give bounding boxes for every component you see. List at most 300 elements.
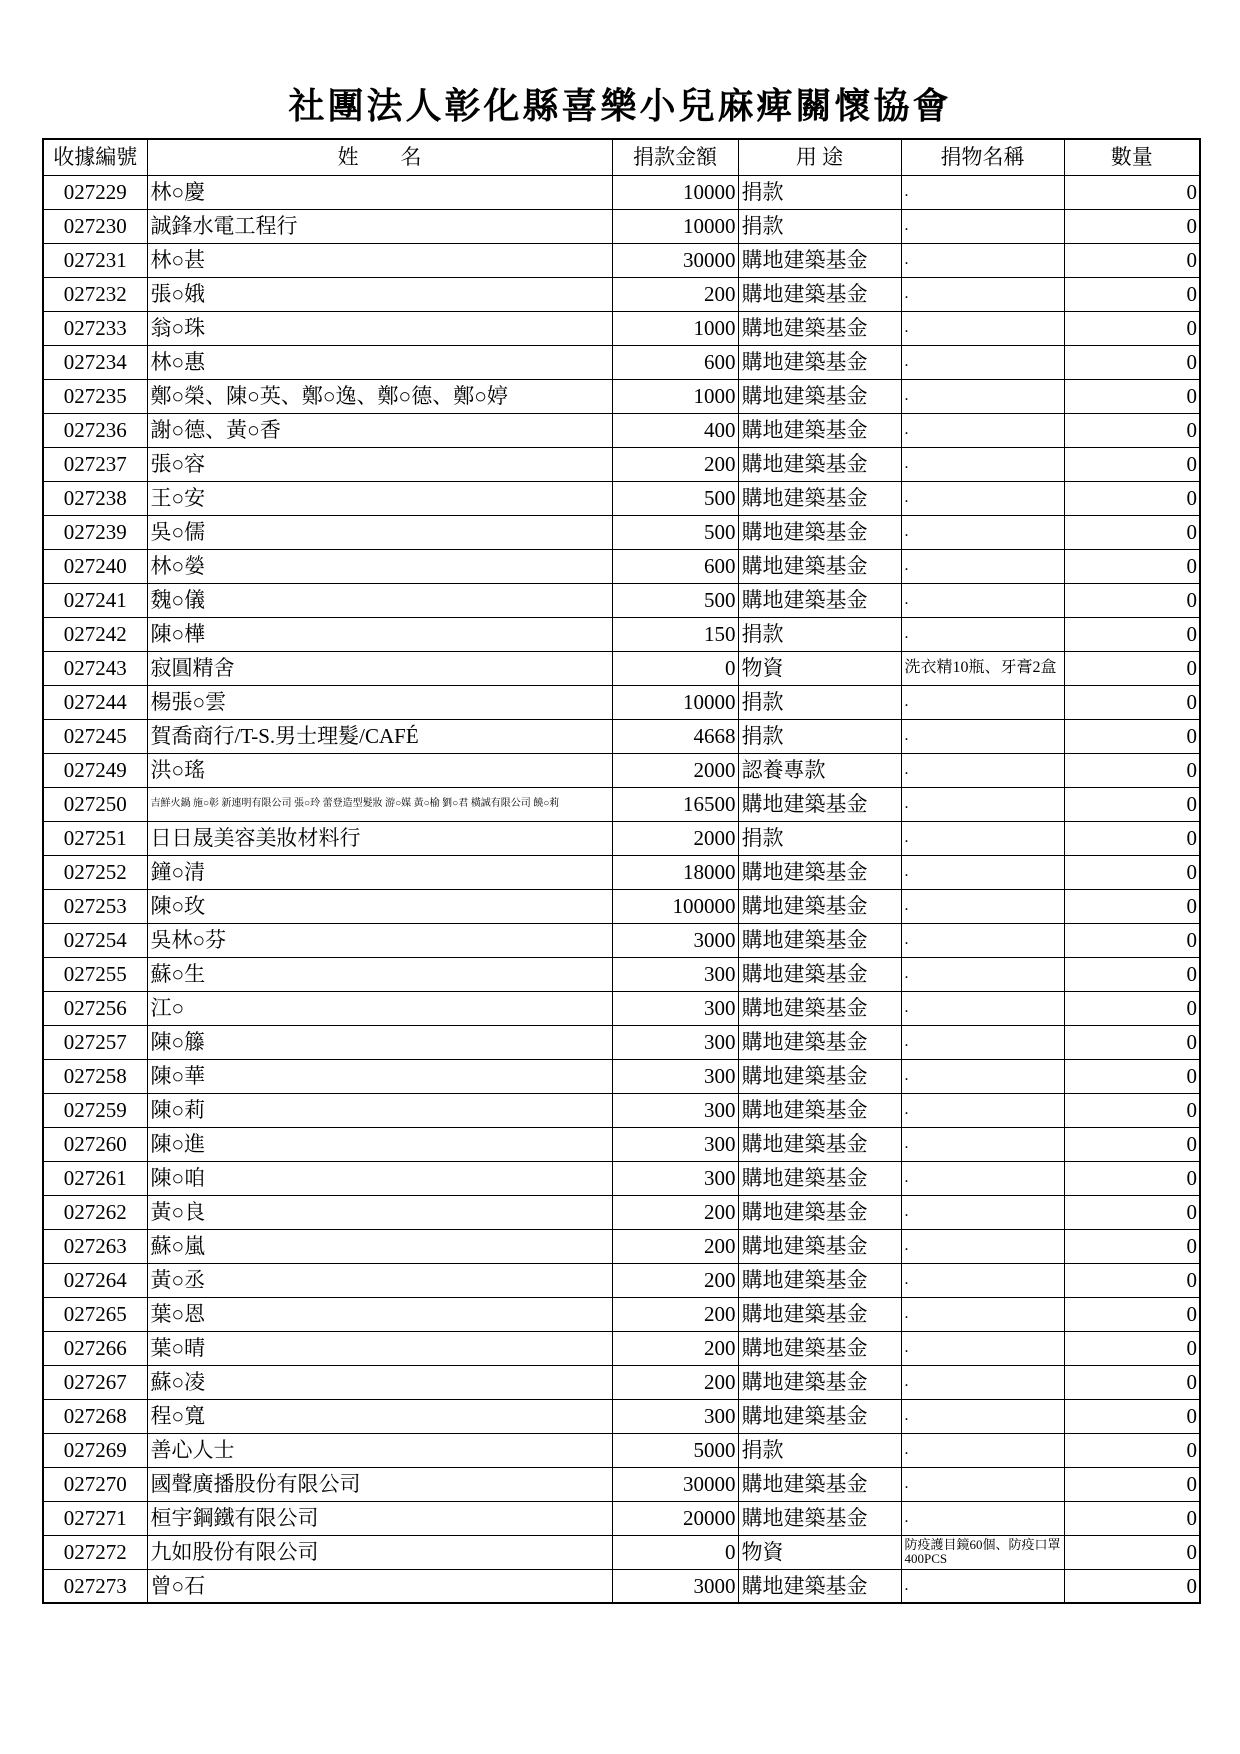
amount-cell: 200 [612,277,738,311]
quantity-cell: 0 [1064,277,1200,311]
item-cell: . [901,447,1064,481]
name-cell: 曾○石 [147,1569,612,1603]
purpose-cell: 購地建築基金 [738,277,901,311]
table-row [43,889,1200,923]
quantity-cell: 0 [1064,753,1200,787]
amount-cell: 400 [612,413,738,447]
receipt-cell: 027262 [43,1195,147,1229]
table-row [43,345,1200,379]
purpose-cell: 捐款 [738,1433,901,1467]
table-row [43,1127,1200,1161]
purpose-cell: 購地建築基金 [738,583,901,617]
purpose-cell: 購地建築基金 [738,1093,901,1127]
receipt-cell: 027251 [43,821,147,855]
amount-cell: 600 [612,345,738,379]
item-cell: . [901,1569,1064,1603]
amount-cell: 300 [612,1059,738,1093]
table-row [43,277,1200,311]
purpose-cell: 購地建築基金 [738,413,901,447]
receipt-cell: 027250 [43,787,147,821]
table-row [43,855,1200,889]
quantity-cell: 0 [1064,617,1200,651]
name-cell: 林○嫈 [147,549,612,583]
amount-cell: 1000 [612,311,738,345]
purpose-cell: 捐款 [738,209,901,243]
quantity-cell: 0 [1064,583,1200,617]
name-cell: 蘇○嵐 [147,1229,612,1263]
amount-cell: 0 [612,1535,738,1569]
quantity-cell: 0 [1064,549,1200,583]
table-row [43,1399,1200,1433]
purpose-cell: 購地建築基金 [738,1569,901,1603]
table-row [43,685,1200,719]
amount-cell: 4668 [612,719,738,753]
amount-cell: 10000 [612,685,738,719]
table-header-row [43,139,1200,175]
receipt-cell: 027261 [43,1161,147,1195]
receipt-cell: 027235 [43,379,147,413]
name-cell: 謝○德、黃○香 [147,413,612,447]
purpose-cell: 捐款 [738,719,901,753]
receipt-cell: 027252 [43,855,147,889]
item-cell: 防疫護目鏡60個、防疫口罩400PCS [901,1535,1064,1569]
item-cell: . [901,685,1064,719]
quantity-cell: 0 [1064,651,1200,685]
item-cell: . [901,515,1064,549]
name-cell: 善心人士 [147,1433,612,1467]
purpose-cell: 購地建築基金 [738,1501,901,1535]
amount-cell: 2000 [612,821,738,855]
item-cell: . [901,787,1064,821]
name-cell: 蘇○生 [147,957,612,991]
name-cell: 國聲廣播股份有限公司 [147,1467,612,1501]
receipt-cell: 027272 [43,1535,147,1569]
name-cell: 楊張○雲 [147,685,612,719]
quantity-cell: 0 [1064,1127,1200,1161]
name-cell: 吳林○芬 [147,923,612,957]
item-cell: 洗衣精10瓶、牙膏2盒 [901,651,1064,685]
name-cell: 誠鋒水電工程行 [147,209,612,243]
purpose-cell: 購地建築基金 [738,345,901,379]
purpose-cell: 購地建築基金 [738,311,901,345]
item-cell: . [901,957,1064,991]
item-cell: . [901,991,1064,1025]
quantity-cell: 0 [1064,1399,1200,1433]
quantity-cell: 0 [1064,413,1200,447]
item-cell: . [901,345,1064,379]
receipt-cell: 027245 [43,719,147,753]
amount-cell: 200 [612,1263,738,1297]
receipt-cell: 027267 [43,1365,147,1399]
receipt-cell: 027237 [43,447,147,481]
amount-cell: 300 [612,1025,738,1059]
name-cell: 張○容 [147,447,612,481]
purpose-cell: 購地建築基金 [738,1161,901,1195]
receipt-cell: 027271 [43,1501,147,1535]
table-row [43,549,1200,583]
purpose-cell: 捐款 [738,175,901,209]
item-cell: . [901,277,1064,311]
quantity-cell: 0 [1064,1093,1200,1127]
purpose-cell: 捐款 [738,617,901,651]
name-cell: 陳○玫 [147,889,612,923]
item-cell: . [901,719,1064,753]
quantity-cell: 0 [1064,515,1200,549]
receipt-cell: 027238 [43,481,147,515]
purpose-cell: 購地建築基金 [738,787,901,821]
name-cell: 桓宇鋼鐵有限公司 [147,1501,612,1535]
item-cell: . [901,1297,1064,1331]
receipt-cell: 027258 [43,1059,147,1093]
amount-cell: 0 [612,651,738,685]
receipt-cell: 027273 [43,1569,147,1603]
table-row [43,1025,1200,1059]
name-cell: 吳○儒 [147,515,612,549]
purpose-cell: 購地建築基金 [738,1467,901,1501]
name-cell: 翁○珠 [147,311,612,345]
table-row [43,1161,1200,1195]
quantity-cell: 0 [1064,1059,1200,1093]
receipt-cell: 027242 [43,617,147,651]
purpose-cell: 購地建築基金 [738,1127,901,1161]
amount-cell: 500 [612,481,738,515]
receipt-cell: 027254 [43,923,147,957]
item-cell: . [901,1127,1064,1161]
quantity-cell: 0 [1064,923,1200,957]
quantity-cell: 0 [1064,481,1200,515]
quantity-cell: 0 [1064,1569,1200,1603]
item-cell: . [901,311,1064,345]
name-cell: 鐘○清 [147,855,612,889]
quantity-cell: 0 [1064,889,1200,923]
item-cell: . [901,209,1064,243]
amount-cell: 300 [612,957,738,991]
quantity-cell: 0 [1064,685,1200,719]
table-row [43,1365,1200,1399]
purpose-cell: 物資 [738,651,901,685]
amount-cell: 3000 [612,923,738,957]
purpose-cell: 購地建築基金 [738,1331,901,1365]
name-cell: 洪○瑤 [147,753,612,787]
table-row [43,1331,1200,1365]
purpose-cell: 購地建築基金 [738,855,901,889]
amount-cell: 200 [612,1195,738,1229]
header-receipt-number: 收據編號 [43,139,147,175]
table-row [43,1501,1200,1535]
receipt-cell: 027266 [43,1331,147,1365]
purpose-cell: 購地建築基金 [738,1229,901,1263]
receipt-cell: 027231 [43,243,147,277]
quantity-cell: 0 [1064,821,1200,855]
table-row [43,311,1200,345]
item-cell: . [901,1467,1064,1501]
receipt-cell: 027263 [43,1229,147,1263]
name-cell: 蘇○凌 [147,1365,612,1399]
quantity-cell: 0 [1064,1161,1200,1195]
table-row [43,719,1200,753]
receipt-cell: 027264 [43,1263,147,1297]
table-row [43,583,1200,617]
receipt-cell: 027234 [43,345,147,379]
table-row [43,1569,1200,1603]
quantity-cell: 0 [1064,345,1200,379]
purpose-cell: 購地建築基金 [738,549,901,583]
amount-cell: 3000 [612,1569,738,1603]
table-row [43,243,1200,277]
quantity-cell: 0 [1064,855,1200,889]
name-cell: 陳○華 [147,1059,612,1093]
table-row [43,821,1200,855]
name-cell: 張○娥 [147,277,612,311]
name-cell: 江○ [147,991,612,1025]
table-row [43,447,1200,481]
receipt-cell: 027233 [43,311,147,345]
table-row [43,923,1200,957]
header-name: 姓 名 [147,139,612,175]
receipt-cell: 027243 [43,651,147,685]
item-cell: . [901,821,1064,855]
item-cell: . [901,1161,1064,1195]
amount-cell: 5000 [612,1433,738,1467]
receipt-cell: 027265 [43,1297,147,1331]
purpose-cell: 購地建築基金 [738,515,901,549]
name-cell: 日日晟美容美妝材料行 [147,821,612,855]
purpose-cell: 購地建築基金 [738,1059,901,1093]
purpose-cell: 購地建築基金 [738,1399,901,1433]
table-body [43,175,1200,1603]
name-cell: 陳○咱 [147,1161,612,1195]
table-row [43,1433,1200,1467]
header-purpose: 用 途 [738,139,901,175]
table-row [43,413,1200,447]
name-cell: 鄭○榮、陳○英、鄭○逸、鄭○德、鄭○婷 [147,379,612,413]
table-row [43,1059,1200,1093]
table-row [43,379,1200,413]
purpose-cell: 物資 [738,1535,901,1569]
item-cell: . [901,1093,1064,1127]
amount-cell: 150 [612,617,738,651]
purpose-cell: 購地建築基金 [738,481,901,515]
quantity-cell: 0 [1064,719,1200,753]
amount-cell: 30000 [612,243,738,277]
amount-cell: 200 [612,1297,738,1331]
name-cell: 魏○儀 [147,583,612,617]
quantity-cell: 0 [1064,243,1200,277]
table-row [43,617,1200,651]
purpose-cell: 購地建築基金 [738,1297,901,1331]
receipt-cell: 027249 [43,753,147,787]
item-cell: . [901,1025,1064,1059]
name-cell: 程○寬 [147,1399,612,1433]
purpose-cell: 購地建築基金 [738,379,901,413]
purpose-cell: 購地建築基金 [738,923,901,957]
item-cell: . [901,583,1064,617]
receipt-cell: 027230 [43,209,147,243]
amount-cell: 1000 [612,379,738,413]
name-cell: 寂圓精舍 [147,651,612,685]
purpose-cell: 購地建築基金 [738,243,901,277]
amount-cell: 30000 [612,1467,738,1501]
purpose-cell: 購地建築基金 [738,1025,901,1059]
amount-cell: 200 [612,1229,738,1263]
name-cell: 黃○丞 [147,1263,612,1297]
receipt-cell: 027260 [43,1127,147,1161]
name-cell: 陳○進 [147,1127,612,1161]
quantity-cell: 0 [1064,1535,1200,1569]
table-row [43,481,1200,515]
purpose-cell: 捐款 [738,685,901,719]
header-amount: 捐款金額 [612,139,738,175]
amount-cell: 600 [612,549,738,583]
receipt-cell: 027257 [43,1025,147,1059]
purpose-cell: 購地建築基金 [738,889,901,923]
name-cell: 林○甚 [147,243,612,277]
item-cell: . [901,923,1064,957]
item-cell: . [901,1195,1064,1229]
amount-cell: 2000 [612,753,738,787]
name-cell: 九如股份有限公司 [147,1535,612,1569]
name-cell: 葉○恩 [147,1297,612,1331]
quantity-cell: 0 [1064,1331,1200,1365]
purpose-cell: 購地建築基金 [738,957,901,991]
quantity-cell: 0 [1064,379,1200,413]
name-cell: 黃○良 [147,1195,612,1229]
amount-cell: 16500 [612,787,738,821]
table-row [43,209,1200,243]
table-row [43,1195,1200,1229]
item-cell: . [901,617,1064,651]
name-cell: 王○安 [147,481,612,515]
receipt-cell: 027253 [43,889,147,923]
quantity-cell: 0 [1064,311,1200,345]
table-row [43,651,1200,685]
receipt-cell: 027244 [43,685,147,719]
name-cell: 賀喬商行/T-S.男士理髮/CAFÉ [147,719,612,753]
receipt-cell: 027255 [43,957,147,991]
amount-cell: 300 [612,1399,738,1433]
amount-cell: 18000 [612,855,738,889]
amount-cell: 300 [612,1127,738,1161]
quantity-cell: 0 [1064,991,1200,1025]
receipt-cell: 027232 [43,277,147,311]
amount-cell: 500 [612,515,738,549]
receipt-cell: 027239 [43,515,147,549]
amount-cell: 300 [612,991,738,1025]
name-cell: 林○慶 [147,175,612,209]
quantity-cell: 0 [1064,787,1200,821]
purpose-cell: 購地建築基金 [738,1195,901,1229]
purpose-cell: 購地建築基金 [738,1263,901,1297]
quantity-cell: 0 [1064,1297,1200,1331]
item-cell: . [901,889,1064,923]
quantity-cell: 0 [1064,447,1200,481]
amount-cell: 200 [612,1331,738,1365]
receipt-cell: 027240 [43,549,147,583]
quantity-cell: 0 [1064,1229,1200,1263]
amount-cell: 300 [612,1161,738,1195]
item-cell: . [901,1365,1064,1399]
quantity-cell: 0 [1064,957,1200,991]
quantity-cell: 0 [1064,1365,1200,1399]
table-row [43,1093,1200,1127]
amount-cell: 20000 [612,1501,738,1535]
donation-table [42,138,1201,1604]
amount-cell: 200 [612,1365,738,1399]
purpose-cell: 認養專款 [738,753,901,787]
item-cell: . [901,1263,1064,1297]
name-cell: 葉○晴 [147,1331,612,1365]
item-cell: . [901,855,1064,889]
quantity-cell: 0 [1064,1025,1200,1059]
table-row [43,1535,1200,1569]
table-row [43,1297,1200,1331]
quantity-cell: 0 [1064,1195,1200,1229]
quantity-cell: 0 [1064,175,1200,209]
amount-cell: 10000 [612,209,738,243]
item-cell: . [901,413,1064,447]
table-row [43,753,1200,787]
purpose-cell: 捐款 [738,821,901,855]
purpose-cell: 購地建築基金 [738,991,901,1025]
item-cell: . [901,549,1064,583]
table-row [43,1229,1200,1263]
table-row [43,1467,1200,1501]
quantity-cell: 0 [1064,1433,1200,1467]
receipt-cell: 027269 [43,1433,147,1467]
name-cell: 陳○莉 [147,1093,612,1127]
item-cell: . [901,1229,1064,1263]
name-cell: 陳○籐 [147,1025,612,1059]
item-cell: . [901,753,1064,787]
item-cell: . [901,1501,1064,1535]
amount-cell: 10000 [612,175,738,209]
table-row [43,1263,1200,1297]
amount-cell: 200 [612,447,738,481]
amount-cell: 300 [612,1093,738,1127]
document-title: 社團法人彰化縣喜樂小兒麻痺關懷協會 [288,85,952,127]
amount-cell: 100000 [612,889,738,923]
table-row [43,787,1200,821]
receipt-cell: 027268 [43,1399,147,1433]
receipt-cell: 027229 [43,175,147,209]
name-cell: 陳○樺 [147,617,612,651]
receipt-cell: 027270 [43,1467,147,1501]
receipt-cell: 027236 [43,413,147,447]
name-cell: 吉鮮火鍋 施○彰 新連明有限公司 張○玲 蕾登造型髮妝 游○媒 黃○榆 劉○君 橫誠有限公司 饒○莉 [147,787,612,821]
receipt-cell: 027256 [43,991,147,1025]
item-cell: . [901,379,1064,413]
item-cell: . [901,481,1064,515]
item-cell: . [901,1399,1064,1433]
table-row [43,957,1200,991]
quantity-cell: 0 [1064,1501,1200,1535]
receipt-cell: 027241 [43,583,147,617]
item-cell: . [901,1059,1064,1093]
receipt-cell: 027259 [43,1093,147,1127]
header-quantity: 數量 [1064,139,1200,175]
item-cell: . [901,1331,1064,1365]
quantity-cell: 0 [1064,209,1200,243]
item-cell: . [901,175,1064,209]
item-cell: . [901,243,1064,277]
table-row [43,515,1200,549]
purpose-cell: 購地建築基金 [738,447,901,481]
quantity-cell: 0 [1064,1467,1200,1501]
table-row [43,991,1200,1025]
quantity-cell: 0 [1064,1263,1200,1297]
purpose-cell: 購地建築基金 [738,1365,901,1399]
amount-cell: 500 [612,583,738,617]
